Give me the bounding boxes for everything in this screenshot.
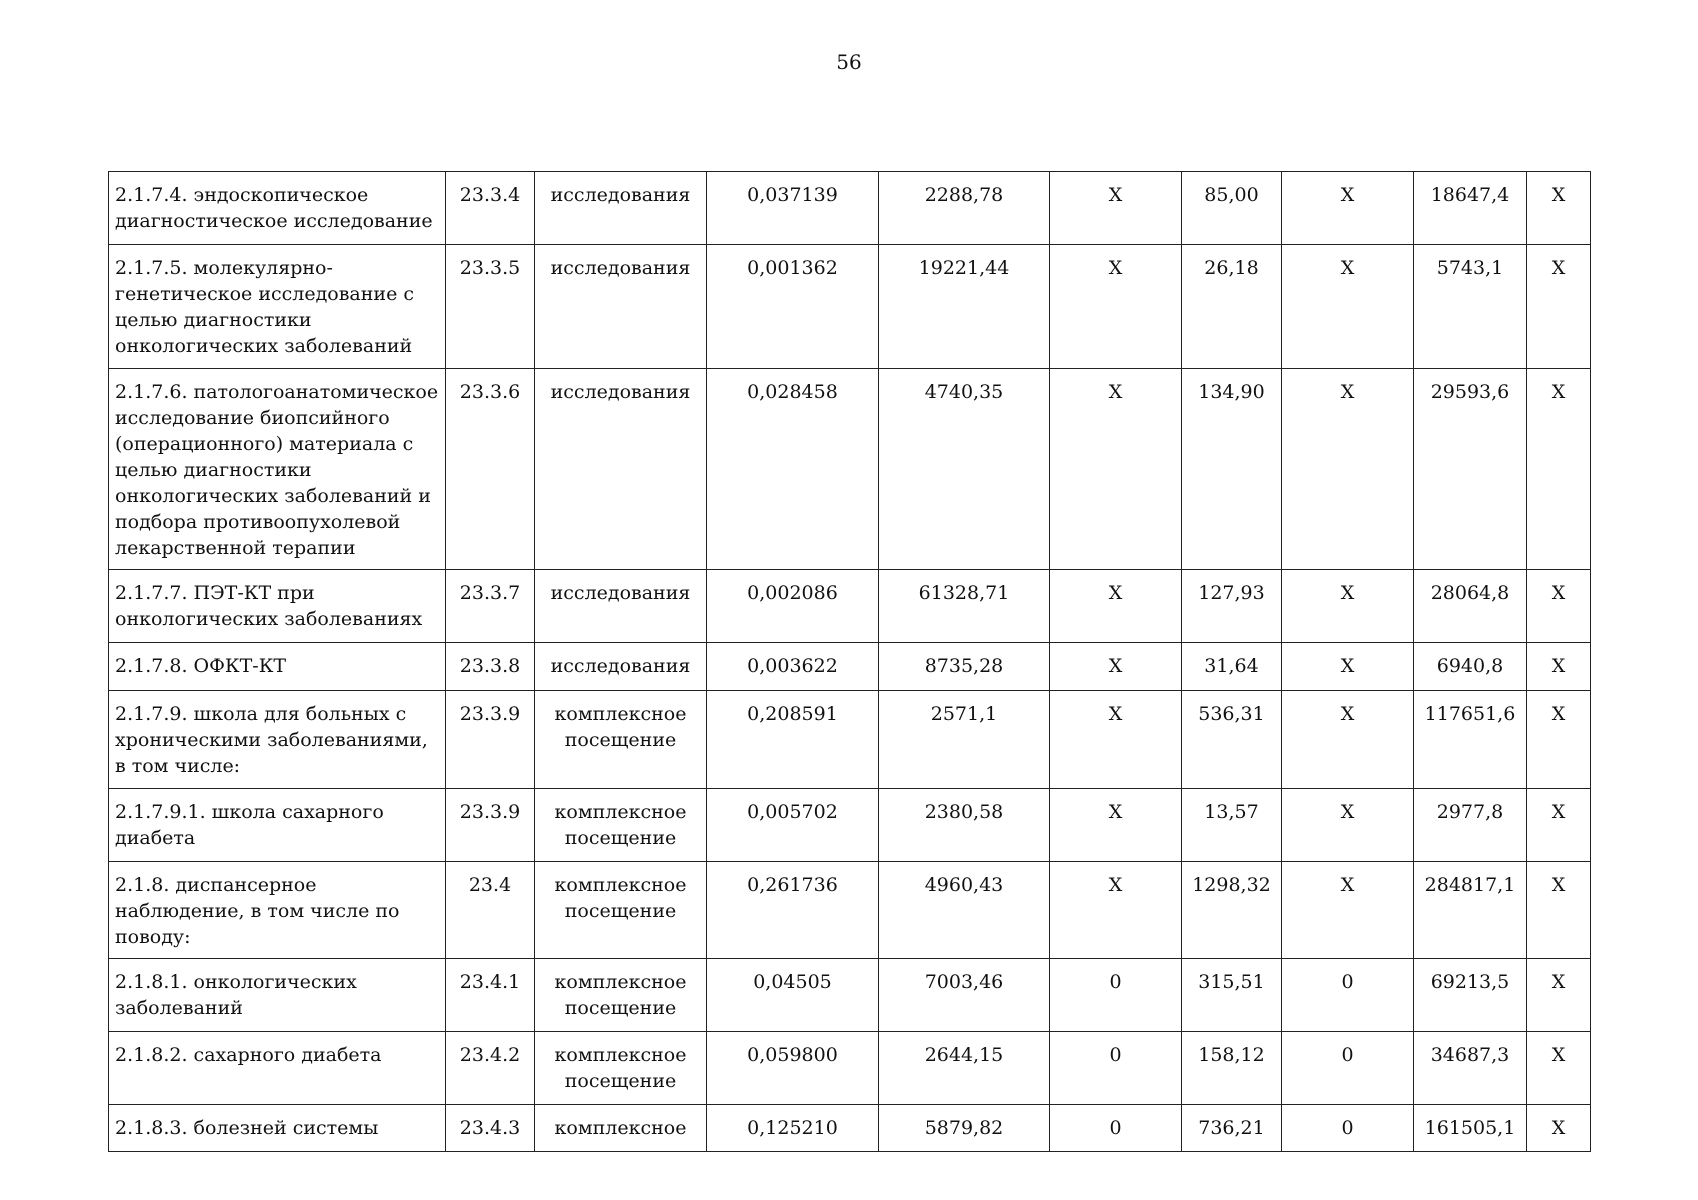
row-norm-cell: 0,001362	[707, 245, 879, 369]
row-col8-cell: X	[1282, 643, 1414, 691]
row-name-cell: 2.1.7.8. ОФКТ-КТ	[109, 643, 446, 691]
row-code-cell: 23.4.3	[446, 1105, 535, 1152]
row-unit-cell: комплексное посещение	[535, 862, 707, 959]
row-col7-cell: 85,00	[1182, 172, 1282, 245]
row-cost-cell: 8735,28	[879, 643, 1050, 691]
row-col8-cell: X	[1282, 691, 1414, 789]
row-norm-cell: 0,028458	[707, 369, 879, 570]
row-norm-cell: 0,059800	[707, 1032, 879, 1105]
row-code-cell: 23.3.8	[446, 643, 535, 691]
row-col9-cell: 29593,6	[1414, 369, 1527, 570]
row-cost-cell: 2380,58	[879, 789, 1050, 862]
row-name-cell: 2.1.7.7. ПЭТ-КТ при онкологических заболеваниях	[109, 570, 446, 643]
row-col10-cell: X	[1527, 1032, 1591, 1105]
row-name-cell: 2.1.8.3. болезней системы	[109, 1105, 446, 1152]
row-col6-cell: X	[1050, 691, 1182, 789]
row-col10-cell: X	[1527, 643, 1591, 691]
row-code-cell: 23.3.4	[446, 172, 535, 245]
table-row	[109, 862, 1591, 959]
row-col7-cell: 536,31	[1182, 691, 1282, 789]
table-row	[109, 1032, 1591, 1105]
row-cost-cell: 4960,43	[879, 862, 1050, 959]
row-unit-cell: комплексное посещение	[535, 789, 707, 862]
row-col6-cell: 0	[1050, 1032, 1182, 1105]
row-col7-cell: 13,57	[1182, 789, 1282, 862]
row-col8-cell: X	[1282, 245, 1414, 369]
row-col10-cell: X	[1527, 691, 1591, 789]
row-col8-cell: X	[1282, 369, 1414, 570]
row-name-cell: 2.1.8.1. онкологических заболеваний	[109, 959, 446, 1032]
row-unit-cell: комплексное посещение	[535, 691, 707, 789]
row-code-cell: 23.4.2	[446, 1032, 535, 1105]
row-col10-cell: X	[1527, 172, 1591, 245]
row-cost-cell: 7003,46	[879, 959, 1050, 1032]
row-col10-cell: X	[1527, 959, 1591, 1032]
row-unit-cell: исследования	[535, 570, 707, 643]
row-col9-cell: 28064,8	[1414, 570, 1527, 643]
row-col8-cell: 0	[1282, 959, 1414, 1032]
row-norm-cell: 0,003622	[707, 643, 879, 691]
row-col7-cell: 134,90	[1182, 369, 1282, 570]
row-col6-cell: 0	[1050, 959, 1182, 1032]
row-unit-cell: комплексное	[535, 1105, 707, 1152]
table-row	[109, 643, 1591, 691]
row-cost-cell: 2288,78	[879, 172, 1050, 245]
row-unit-cell: исследования	[535, 643, 707, 691]
row-unit-cell: комплексное посещение	[535, 1032, 707, 1105]
table-row	[109, 369, 1591, 570]
row-col9-cell: 69213,5	[1414, 959, 1527, 1032]
row-col10-cell: X	[1527, 862, 1591, 959]
row-col7-cell: 315,51	[1182, 959, 1282, 1032]
row-col7-cell: 26,18	[1182, 245, 1282, 369]
row-col7-cell: 31,64	[1182, 643, 1282, 691]
row-code-cell: 23.3.6	[446, 369, 535, 570]
row-col7-cell: 1298,32	[1182, 862, 1282, 959]
row-cost-cell: 4740,35	[879, 369, 1050, 570]
row-cost-cell: 61328,71	[879, 570, 1050, 643]
data-table	[108, 171, 1591, 1152]
row-name-cell: 2.1.7.9. школа для больных с хроническими заболеваниями, в том числе:	[109, 691, 446, 789]
row-col6-cell: X	[1050, 643, 1182, 691]
row-col6-cell: 0	[1050, 1105, 1182, 1152]
row-col8-cell: 0	[1282, 1105, 1414, 1152]
row-cost-cell: 19221,44	[879, 245, 1050, 369]
row-col7-cell: 736,21	[1182, 1105, 1282, 1152]
row-unit-cell: комплексное посещение	[535, 959, 707, 1032]
row-col8-cell: 0	[1282, 1032, 1414, 1105]
row-col9-cell: 117651,6	[1414, 691, 1527, 789]
table-row	[109, 172, 1591, 245]
row-col9-cell: 18647,4	[1414, 172, 1527, 245]
row-col9-cell: 161505,1	[1414, 1105, 1527, 1152]
row-col6-cell: X	[1050, 245, 1182, 369]
table-row	[109, 570, 1591, 643]
row-unit-cell: исследования	[535, 369, 707, 570]
row-name-cell: 2.1.7.4. эндоскопическое диагностическое исследование	[109, 172, 446, 245]
row-col8-cell: X	[1282, 789, 1414, 862]
row-name-cell: 2.1.7.5. молекулярно-генетическое исследование с целью диагностики онкологических заболеваний	[109, 245, 446, 369]
row-norm-cell: 0,125210	[707, 1105, 879, 1152]
table-row	[109, 789, 1591, 862]
row-col10-cell: X	[1527, 789, 1591, 862]
row-norm-cell: 0,005702	[707, 789, 879, 862]
row-col6-cell: X	[1050, 369, 1182, 570]
row-name-cell: 2.1.8. диспансерное наблюдение, в том числе по поводу:	[109, 862, 446, 959]
row-code-cell: 23.3.5	[446, 245, 535, 369]
row-col6-cell: X	[1050, 789, 1182, 862]
row-col9-cell: 34687,3	[1414, 1032, 1527, 1105]
row-col9-cell: 2977,8	[1414, 789, 1527, 862]
row-norm-cell: 0,261736	[707, 862, 879, 959]
row-col10-cell: X	[1527, 570, 1591, 643]
row-col7-cell: 127,93	[1182, 570, 1282, 643]
row-col8-cell: X	[1282, 570, 1414, 643]
row-norm-cell: 0,208591	[707, 691, 879, 789]
row-name-cell: 2.1.7.6. патологоанатомическое исследование биопсийного (операционного) материала с целью диагностики онкологических заболеваний и подбора противоопухолевой лекарственной терапии	[109, 369, 446, 570]
table-row	[109, 959, 1591, 1032]
row-code-cell: 23.3.9	[446, 691, 535, 789]
row-norm-cell: 0,04505	[707, 959, 879, 1032]
row-col9-cell: 284817,1	[1414, 862, 1527, 959]
row-cost-cell: 2644,15	[879, 1032, 1050, 1105]
row-name-cell: 2.1.8.2. сахарного диабета	[109, 1032, 446, 1105]
row-col8-cell: X	[1282, 172, 1414, 245]
row-norm-cell: 0,037139	[707, 172, 879, 245]
row-col9-cell: 5743,1	[1414, 245, 1527, 369]
table-row	[109, 1105, 1591, 1152]
table-row	[109, 691, 1591, 789]
row-col6-cell: X	[1050, 172, 1182, 245]
row-cost-cell: 2571,1	[879, 691, 1050, 789]
page-number: 56	[836, 50, 862, 74]
row-norm-cell: 0,002086	[707, 570, 879, 643]
row-unit-cell: исследования	[535, 172, 707, 245]
row-code-cell: 23.3.7	[446, 570, 535, 643]
row-col7-cell: 158,12	[1182, 1032, 1282, 1105]
row-code-cell: 23.4	[446, 862, 535, 959]
row-name-cell: 2.1.7.9.1. школа сахарного диабета	[109, 789, 446, 862]
row-col6-cell: X	[1050, 862, 1182, 959]
row-col10-cell: X	[1527, 1105, 1591, 1152]
row-col9-cell: 6940,8	[1414, 643, 1527, 691]
row-code-cell: 23.4.1	[446, 959, 535, 1032]
row-col10-cell: X	[1527, 245, 1591, 369]
row-unit-cell: исследования	[535, 245, 707, 369]
row-code-cell: 23.3.9	[446, 789, 535, 862]
row-col6-cell: X	[1050, 570, 1182, 643]
table-row	[109, 245, 1591, 369]
row-col8-cell: X	[1282, 862, 1414, 959]
row-col10-cell: X	[1527, 369, 1591, 570]
row-cost-cell: 5879,82	[879, 1105, 1050, 1152]
